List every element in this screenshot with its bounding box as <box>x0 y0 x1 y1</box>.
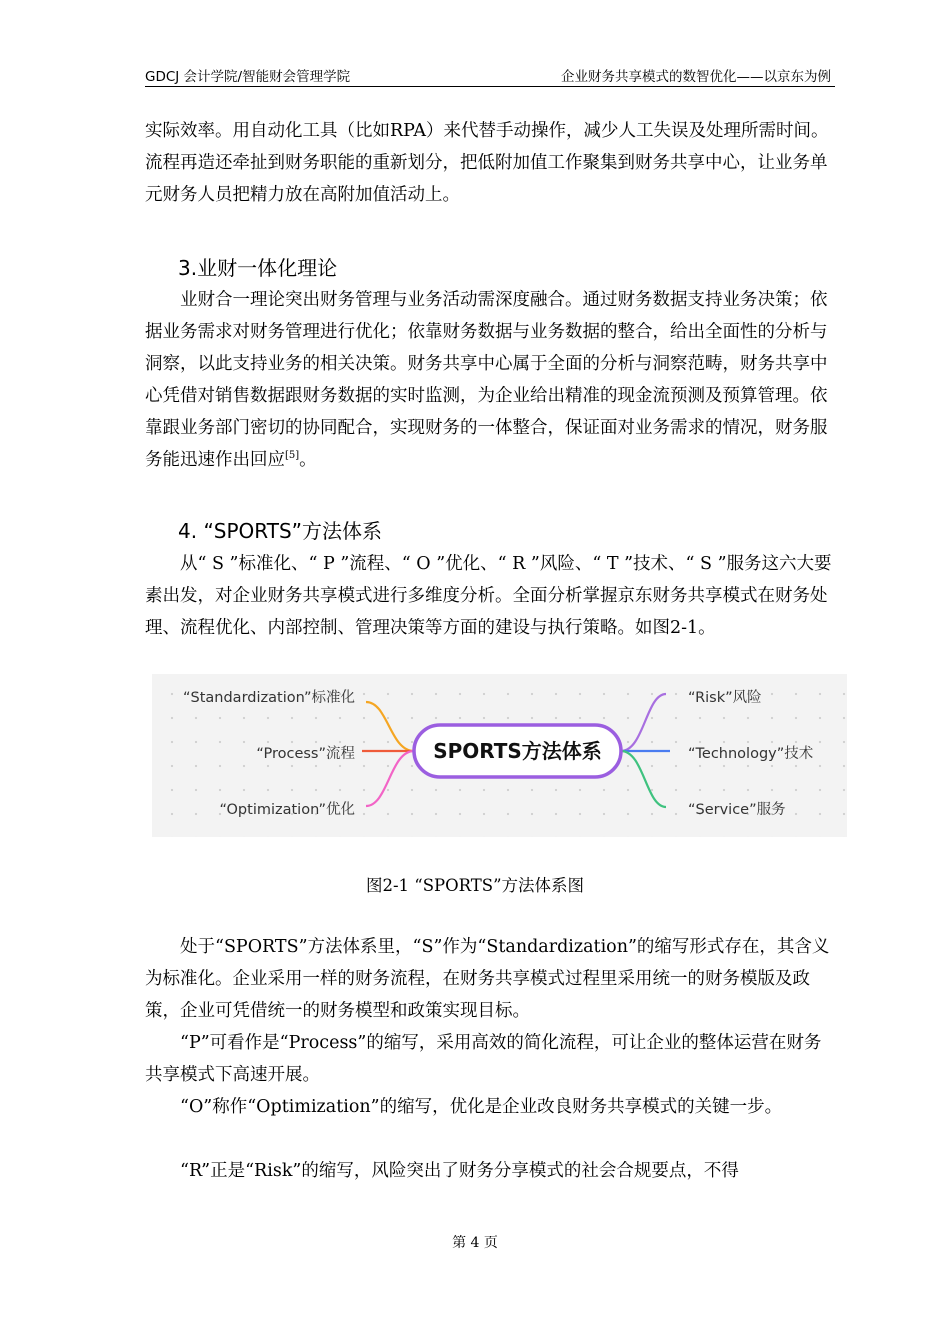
figure-caption: 图2-1 “SPORTS”方法体系图 <box>365 876 585 895</box>
paragraph-2-end: 。 <box>299 450 317 470</box>
node-process: “Process”流程 <box>256 746 355 762</box>
sports-mindmap-figure <box>152 674 847 837</box>
paragraph-1: 实际效率。用自动化工具（比如RPA）来代替手动操作，减少人工失误及处理所需时间。流程再造还牵扯到财务职能的重新划分，把低附加值工作聚集到财务共享中心，让业务单元财务人员把精力放在高附加值活动上。 <box>145 121 829 205</box>
paragraph-2 <box>145 284 837 476</box>
node-service: “Service”服务 <box>688 802 786 818</box>
section-heading-4: 4. “SPORTS”方法体系 <box>178 519 383 543</box>
paragraph-5: “P”可看作是“Process”的缩写，采用高效的简化流程，可让企业的整体运营在财务共享模式下高速开展。 <box>145 1033 822 1085</box>
header-right: 企业财务共享模式的数智优化——以京东为例 <box>561 69 831 85</box>
paragraph-2-text: 业财合一理论突出财务管理与业务活动需深度融合。通过财务数据支持业务决策；依据业务需求对财务管理进行优化；依靠财务数据与业务数据的整合，给出全面性的分析与洞察，以此支持业务的相关决策。财务共享中心属于全面的分析与洞察范畴，财务共享中心凭借对销售数据跟财务数据的实时监测，为企业给出精准的现金流预测及预算管理。依靠跟业务部门密切的协同配合，实现财务的一体整合，保证面对业务需求的情况，财务服务能迅速作出回应 <box>145 290 828 470</box>
center-node-label: SPORTS方法体系 <box>433 739 602 763</box>
page-header <box>145 64 835 87</box>
paragraph-6: “O”称作“Optimization”的缩写，优化是企业改良财务共享模式的关键一步。 <box>180 1097 783 1117</box>
node-optimization: “Optimization”优化 <box>219 802 355 818</box>
paragraph-7: “R”正是“Risk”的缩写，风险突出了财务分享模式的社会合规要点，不得 <box>180 1161 739 1181</box>
header-left: GDCJ 会计学院/智能财会管理学院 <box>145 69 351 85</box>
node-standardization: “Standardization”标准化 <box>183 690 355 706</box>
paragraph-3: 从“ S ”标准化、“ P ”流程、“ O ”优化、“ R ”风险、“ T ”技术、“ S ”服务这六大要素出发，对企业财务共享模式进行多维度分析。全面分析掌握京东财务共享模式在财务处理、流程优化、内部控制、管理决策等方面的建设与执行策略。如图2-1。 <box>145 554 832 638</box>
citation-5: [5] <box>285 450 300 462</box>
mindmap-svg <box>152 674 847 837</box>
section-heading-3: 3.业财一体化理论 <box>178 256 338 280</box>
node-risk: “Risk”风险 <box>688 690 762 706</box>
branch-service <box>621 751 666 807</box>
branch-standardization <box>366 702 414 751</box>
page-number: 第 4 页 <box>452 1235 498 1251</box>
node-technology: “Technology”技术 <box>688 746 814 762</box>
branch-optimization <box>366 751 414 806</box>
branch-risk <box>621 694 666 751</box>
paragraph-4: 处于“SPORTS”方法体系里，“S”作为“Standardization”的缩写形式存在，其含义为标准化。企业采用一样的财务流程，在财务共享模式过程里采用统一的财务模版及政策，企业可凭借统一的财务模型和政策实现目标。 <box>145 937 830 1021</box>
